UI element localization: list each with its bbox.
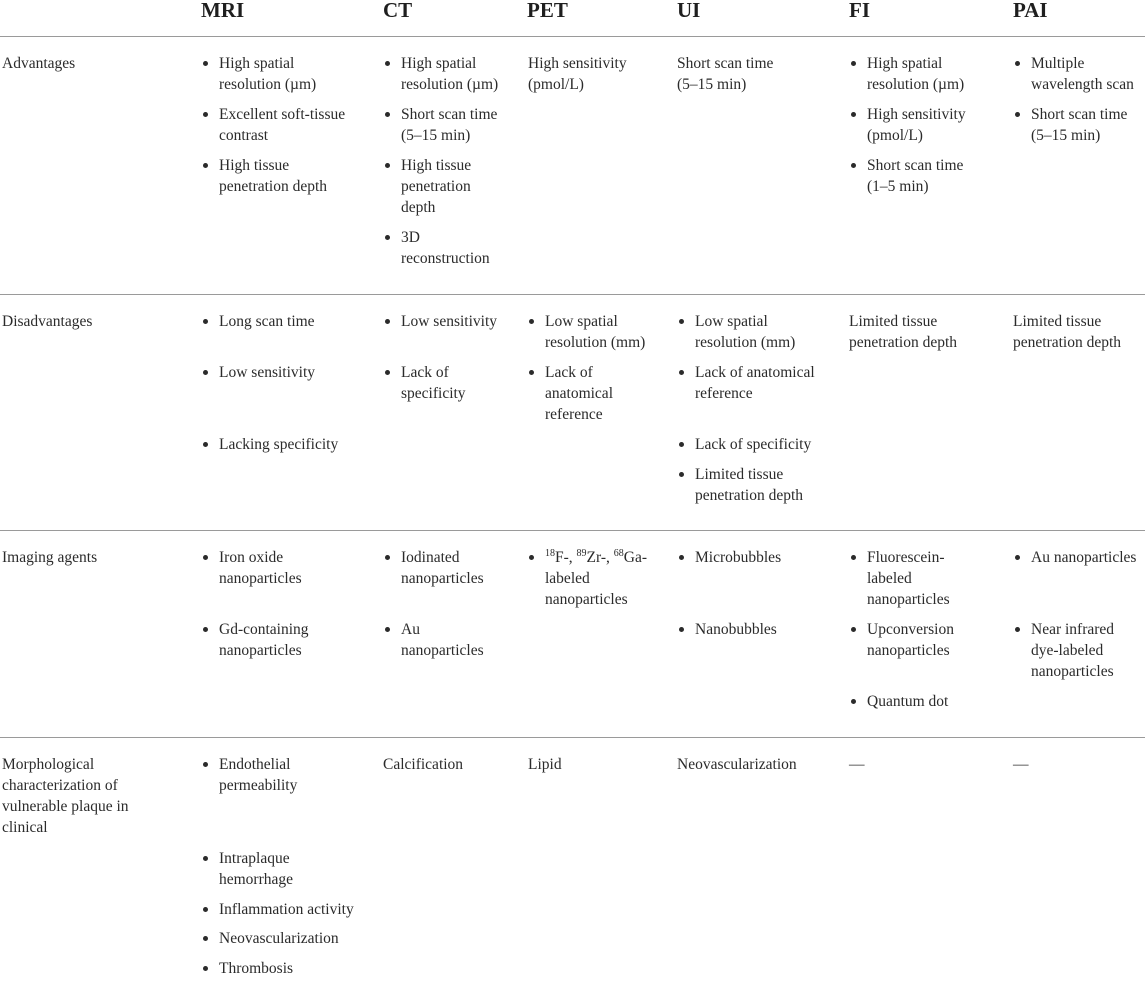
list-item: High tissue penetration depth — [201, 155, 327, 197]
rule-row-2 — [0, 530, 1145, 531]
list-item: Lack of anatomical reference — [677, 362, 815, 404]
row-label-advantages: Advantages — [2, 55, 76, 72]
list-item: Fluorescein- labeled nanoparticles — [849, 547, 950, 610]
list-item: Au nanoparticles — [1013, 547, 1136, 568]
list-item: Quantum dot — [849, 691, 948, 712]
list-item: Lack of specificity — [383, 362, 466, 404]
list-item: Low spatial resolution (mm) — [527, 311, 645, 353]
list-item: Limited tissue penetration depth — [677, 464, 803, 506]
list-item: Inflammation activity — [201, 899, 354, 920]
list-item: Short scan time (5–15 min) — [677, 55, 774, 93]
list-item: Au nanoparticles — [383, 619, 484, 661]
list-item: Nanobubbles — [677, 619, 777, 640]
row-label-imaging-agents: Imaging agents — [2, 549, 98, 566]
list-item: 3D reconstruction — [383, 227, 490, 269]
row-label-disadvantages: Disadvantages — [2, 313, 93, 330]
list-item: Near infrared dye-labeled nanoparticles — [1013, 619, 1114, 682]
list-item: Neovascularization — [201, 928, 339, 949]
list-item: Short scan time (5–15 min) — [1013, 104, 1127, 146]
list-item: High sensitivity (pmol/L) — [528, 55, 627, 93]
list-item: Neovascularization — [677, 756, 797, 773]
list-item: Lacking specificity — [201, 434, 338, 455]
list-item: High spatial resolution (µm) — [849, 53, 964, 95]
list-item: Excellent soft-tissue contrast — [201, 104, 345, 146]
header-ui: UI — [677, 0, 701, 22]
header-pet: PET — [527, 0, 568, 22]
list-item: Low spatial resolution (mm) — [677, 311, 795, 353]
list-item: Short scan time (1–5 min) — [849, 155, 963, 197]
list-item: Gd-containing nanoparticles — [201, 619, 309, 661]
header-ct: CT — [383, 0, 413, 22]
list-item: Thrombosis — [201, 958, 293, 979]
header-pai: PAI — [1013, 0, 1048, 22]
list-item: Multiple wavelength scan — [1013, 53, 1134, 95]
list-item: Limited tissue penetration depth — [1013, 313, 1122, 351]
list-item: Lack of anatomical reference — [527, 362, 613, 425]
list-item: — — [1013, 756, 1029, 773]
list-item: Intraplaque hemorrhage — [201, 848, 293, 890]
list-item: — — [849, 756, 865, 773]
list-item: Lipid — [528, 756, 562, 773]
list-item: Endothelial permeability — [201, 754, 297, 796]
list-item: Low sensitivity — [383, 311, 497, 332]
rule-row-3 — [0, 737, 1145, 738]
header-mri: MRI — [201, 0, 245, 22]
list-item: High spatial resolution (µm) — [383, 53, 498, 95]
list-item: $^{18}$F-, $^{89}$Zr-, $^{68}$Ga- labeled nanoparticles — [527, 547, 647, 610]
list-item: High tissue penetration depth — [383, 155, 471, 218]
list-item: High spatial resolution (µm) — [201, 53, 316, 95]
list-item: Short scan time (5–15 min) — [383, 104, 497, 146]
list-item: Calcification — [383, 756, 464, 773]
list-item: Iron oxide nanoparticles — [201, 547, 302, 589]
header-fi: FI — [849, 0, 870, 22]
list-item: Iodinated nanoparticles — [383, 547, 484, 589]
list-item: High sensitivity (pmol/L) — [849, 104, 966, 146]
list-item: Microbubbles — [677, 547, 781, 568]
list-item: Lack of specificity — [677, 434, 811, 455]
list-item: Low sensitivity — [201, 362, 315, 383]
rule-header — [0, 36, 1145, 37]
list-item: Long scan time — [201, 311, 315, 332]
list-item: Upconversion nanoparticles — [849, 619, 954, 661]
row-label-morphological: Morphological characterization of vulnerable plaque in clinical — [2, 756, 129, 836]
rule-row-1 — [0, 294, 1145, 295]
list-item: Limited tissue penetration depth — [849, 313, 958, 351]
